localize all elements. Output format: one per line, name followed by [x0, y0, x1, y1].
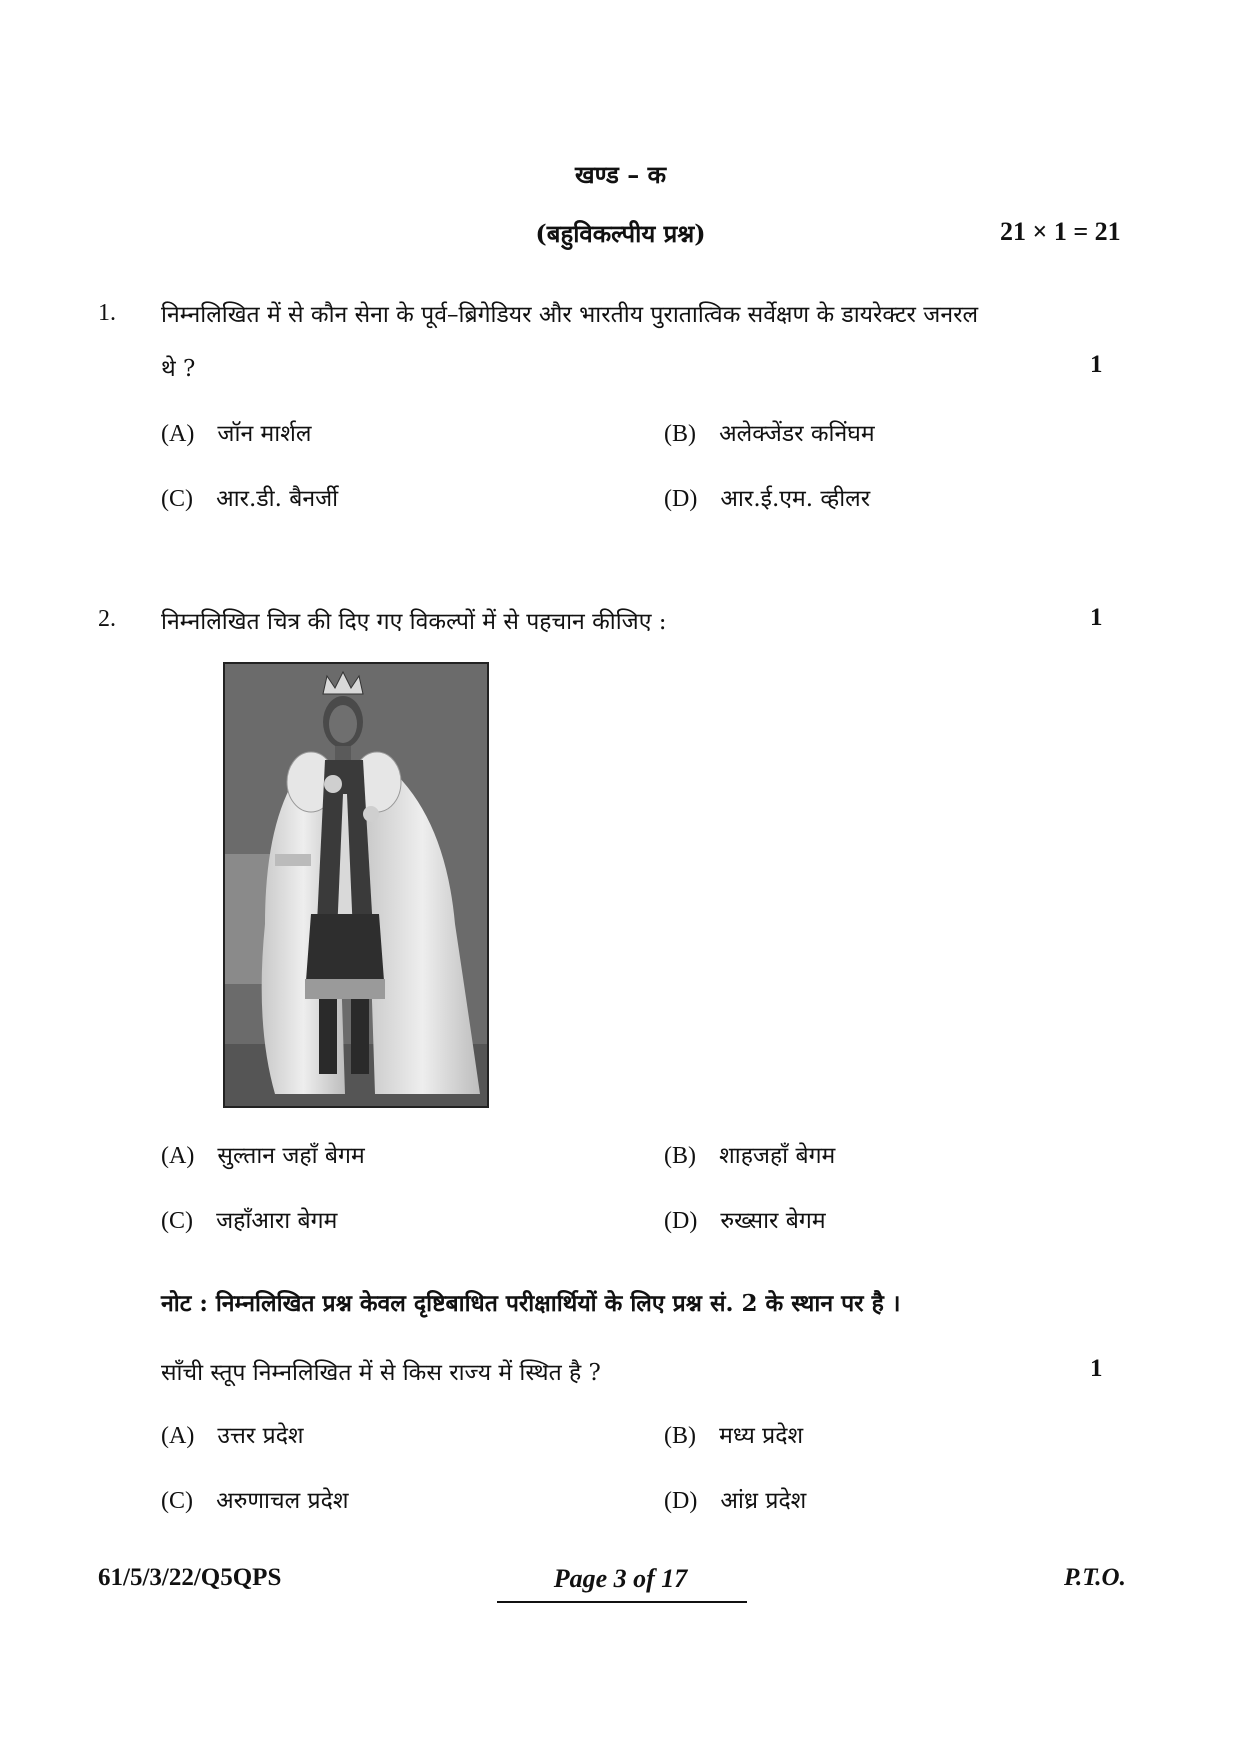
- q1-text-line2: थे ?: [161, 356, 196, 382]
- section-marks-total: 21 × 1 = 21: [1000, 217, 1121, 246]
- footer-pto: P.T.O.: [1064, 1564, 1126, 1591]
- q1-option-c: [161, 481, 338, 513]
- portrait-figure-icon: [225, 664, 487, 1106]
- note-option-a: [161, 1418, 304, 1450]
- q2-option-a: [161, 1138, 365, 1170]
- note-option-b: [664, 1418, 803, 1450]
- section-subtitle: (बहुविकल्पीय प्रश्न): [535, 219, 706, 248]
- q1-option-a-label: (A): [161, 421, 195, 447]
- q1-option-d-label: (D): [664, 486, 698, 512]
- q1-option-b-label: (B): [664, 421, 696, 447]
- note-option-d-label: (D): [664, 1488, 698, 1514]
- note-option-c-text: अरुणाचल प्रदेश: [216, 1488, 349, 1514]
- q2-marks: 1: [1090, 604, 1103, 631]
- portrait-photo: [223, 662, 489, 1108]
- section-title: खण्ड – क: [574, 160, 666, 189]
- note-text: नोट : निम्नलिखित प्रश्न केवल दृष्टिबाधित परीक्षार्थियों के लिए प्रश्न सं. 2 के स्थान पर है ।: [161, 1290, 901, 1317]
- note-marks: 1: [1090, 1355, 1103, 1382]
- q2-option-b-text: शाहजहाँ बेगम: [719, 1143, 836, 1169]
- q1-marks: 1: [1090, 351, 1103, 378]
- q2-option-c-label: (C): [161, 1208, 193, 1234]
- footer-code: 61/5/3/22/Q5QPS: [98, 1564, 282, 1591]
- note-option-c-label: (C): [161, 1488, 193, 1514]
- q1-option-c-label: (C): [161, 486, 193, 512]
- note-option-d-text: आंध्र प्रदेश: [720, 1488, 807, 1514]
- q2-option-a-text: सुल्तान जहाँ बेगम: [217, 1143, 365, 1169]
- q1-text-line1: निम्नलिखित में से कौन सेना के पूर्व–ब्रिगेडियर और भारतीय पुरातात्विक सर्वेक्षण के डायरेक्टर जनरल: [161, 302, 979, 328]
- q2-option-d: [664, 1203, 826, 1235]
- q1-option-c-text: आर.डी. बैनर्जी: [216, 486, 339, 512]
- q2-option-d-text: रुख्सार बेगम: [720, 1208, 826, 1234]
- note-option-c: [161, 1483, 348, 1515]
- note-question: साँची स्तूप निम्नलिखित में से किस राज्य में स्थित है ?: [161, 1360, 601, 1386]
- q2-option-c: [161, 1203, 337, 1235]
- q1-option-a: [161, 416, 311, 448]
- note-option-a-text: उत्तर प्रदेश: [217, 1423, 304, 1449]
- q1-option-d: [664, 481, 870, 513]
- q2-option-d-label: (D): [664, 1208, 698, 1234]
- q1-option-a-text: जॉन मार्शल: [217, 421, 312, 447]
- q1-option-b: [664, 416, 875, 448]
- q1-number: 1.: [98, 300, 116, 326]
- q1-option-d-text: आर.ई.एम. व्हीलर: [720, 486, 871, 512]
- q2-option-b: [664, 1138, 835, 1170]
- q2-text: निम्नलिखित चित्र की दिए गए विकल्पों में से पहचान कीजिए :: [161, 609, 667, 635]
- q2-option-a-label: (A): [161, 1143, 195, 1169]
- note-option-b-label: (B): [664, 1423, 696, 1449]
- note-option-d: [664, 1483, 806, 1515]
- note-option-b-text: मध्य प्रदेश: [719, 1423, 804, 1449]
- q2-option-b-label: (B): [664, 1143, 696, 1169]
- q2-number: 2.: [98, 606, 116, 632]
- q2-option-c-text: जहाँआरा बेगम: [216, 1208, 338, 1234]
- q1-option-b-text: अलेक्जेंडर कनिंघम: [719, 421, 875, 447]
- note-option-a-label: (A): [161, 1423, 195, 1449]
- footer-page: Page 3 of 17: [553, 1564, 688, 1593]
- footer-page-underline: [497, 1601, 747, 1603]
